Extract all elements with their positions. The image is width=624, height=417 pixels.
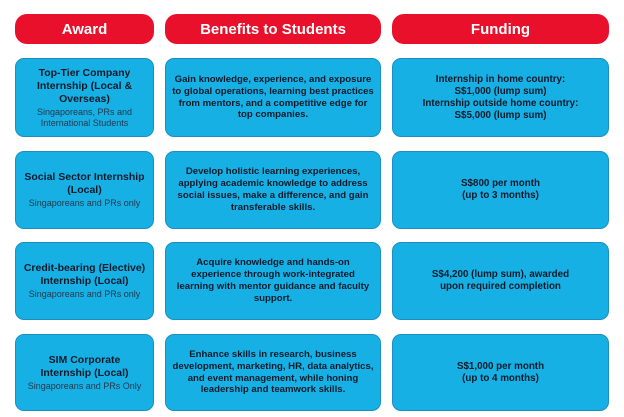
benefits-cell-sim-corporate xyxy=(165,334,381,411)
award-title: SIM Corporate Internship (Local) xyxy=(40,353,129,379)
funding-line: Internship in home country: xyxy=(435,73,566,85)
funding-line: upon required completion xyxy=(440,281,561,292)
benefits-cell-social-sector xyxy=(165,151,381,229)
award-title: Top-Tier Company Internship (Local & Overseas) xyxy=(36,66,133,105)
funding-line: S$5,000 (lump sum) xyxy=(454,109,547,121)
award-cell-social-sector xyxy=(15,151,154,229)
funding-cell-sim-corporate xyxy=(392,334,609,411)
award-eligibility: Singaporeans and PRs Only xyxy=(27,380,142,391)
award-eligibility: Singaporeans and PRs only xyxy=(28,289,141,299)
award-cell-top-tier xyxy=(15,58,154,137)
award-title: Social Sector Internship (Local) xyxy=(24,171,145,196)
funding-cell-social-sector xyxy=(392,151,609,229)
benefits-cell-credit-bearing xyxy=(165,242,381,320)
funding-line: (up to 4 months) xyxy=(462,372,539,384)
benefits-text: Acquire knowledge and hands-on experience through work-integrated learning with mentor guidance and faculty support. xyxy=(176,257,370,304)
award-cell-credit-bearing xyxy=(15,242,154,320)
funding-line: (up to 3 months) xyxy=(462,190,539,201)
benefits-cell-top-tier xyxy=(165,58,381,137)
award-cell-sim-corporate xyxy=(15,334,154,411)
benefits-text: Gain knowledge, experience, and exposure to global operations, learning best practices from mentors, and a competitive edge for top companies. xyxy=(172,73,374,121)
funding-line: S$4,200 (lump sum), awarded xyxy=(431,269,570,280)
benefits-text: Develop holistic learning experiences, applying academic knowledge to address social issues, make a difference, and gain transferable skills. xyxy=(177,166,369,213)
funding-line: S$1,000 (lump sum) xyxy=(454,85,547,97)
header-benefits: Benefits to Students xyxy=(165,14,381,44)
funding-line: S$1,000 per month xyxy=(456,360,545,372)
award-eligibility: Singaporeans and PRs only xyxy=(28,198,141,208)
header-funding: Funding xyxy=(392,14,609,44)
award-title: Credit-bearing (Elective) Internship (Local) xyxy=(23,262,146,287)
benefits-text: Enhance skills in research, business development, marketing, HR, data analytics, and event management, while honing leadership and teamwork skills. xyxy=(172,348,374,396)
funding-line: Internship outside home country: xyxy=(422,97,579,109)
funding-cell-credit-bearing xyxy=(392,242,609,320)
award-eligibility: Singaporeans, PRs and International Students xyxy=(36,106,133,128)
header-award: Award xyxy=(15,14,154,44)
funding-line: S$800 per month xyxy=(461,178,540,189)
funding-cell-top-tier xyxy=(392,58,609,137)
